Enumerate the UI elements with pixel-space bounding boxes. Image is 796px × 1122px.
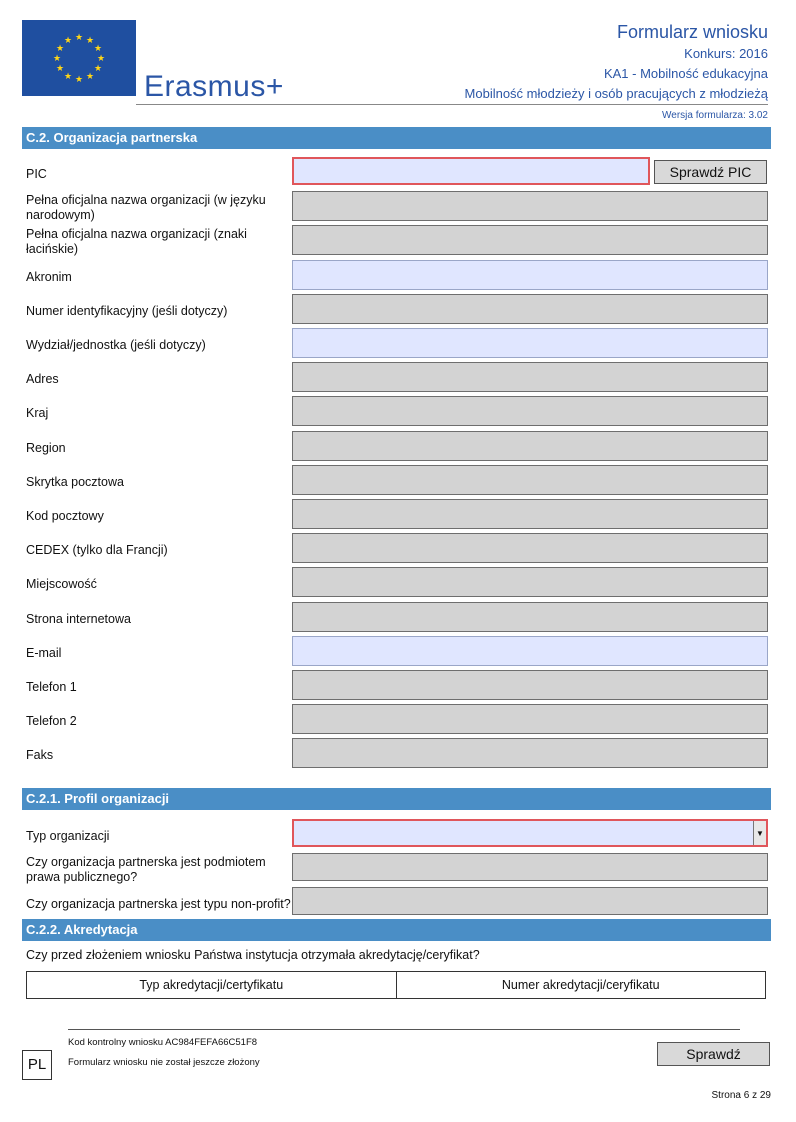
section-c21-title: C.2.1. Profil organizacji	[22, 788, 771, 810]
field-label: CEDEX (tylko dla Francji)	[26, 542, 168, 557]
contest-year: Konkurs: 2016	[684, 46, 768, 61]
svg-text:★: ★	[74, 75, 84, 85]
header-divider	[136, 104, 768, 105]
svg-text:★: ★	[74, 33, 84, 43]
section-c2-title: C.2. Organizacja partnerska	[22, 127, 771, 149]
page-number: Strona 6 z 29	[711, 1090, 771, 1101]
section-c22-title: C.2.2. Akredytacja	[22, 919, 771, 941]
svg-text:★: ★	[55, 64, 65, 74]
field-input[interactable]	[292, 636, 768, 666]
erasmus-brand: Erasmus+	[144, 70, 284, 103]
org-type-label: Typ organizacji	[26, 828, 110, 843]
field-row	[22, 704, 768, 738]
field-row	[22, 533, 768, 567]
field-label: Pełna oficjalna nazwa organizacji (znaki łacińskie)	[26, 227, 247, 256]
field-input[interactable]	[292, 670, 768, 700]
nonprofit-label: Czy organizacja partnerska jest typu non-profit?	[26, 896, 291, 911]
check-form-button[interactable]: Sprawdź	[657, 1042, 770, 1066]
field-row	[22, 499, 768, 533]
field-label: Region	[26, 440, 66, 455]
field-label: PIC	[26, 166, 47, 181]
footer-divider	[68, 1029, 740, 1030]
field-row	[22, 396, 768, 430]
field-row	[22, 225, 768, 259]
svg-text:★: ★	[63, 72, 73, 82]
svg-text:★: ★	[85, 36, 95, 46]
field-row	[22, 431, 768, 465]
field-input[interactable]	[292, 704, 768, 734]
svg-text:★: ★	[85, 72, 95, 82]
accreditation-table	[26, 971, 766, 999]
form-title: Formularz wniosku	[616, 22, 768, 42]
field-input[interactable]	[292, 499, 768, 529]
public-body-label: Czy organizacja partnerska jest podmiotem prawa publicznego?	[26, 855, 266, 884]
field-label: Telefon 1	[26, 679, 77, 694]
field-input[interactable]	[292, 225, 768, 255]
field-label: Wydział/jednostka (jeśli dotyczy)	[26, 337, 206, 352]
field-input[interactable]	[292, 328, 768, 358]
field-label: Telefon 2	[26, 713, 77, 728]
field-label: Strona internetowa	[26, 611, 131, 626]
field-label: Adres	[26, 371, 59, 386]
field-row	[22, 260, 768, 294]
field-label: Pełna oficjalna nazwa organizacji (w języku narodowym)	[26, 193, 266, 222]
field-input[interactable]	[292, 465, 768, 495]
field-row	[22, 567, 768, 601]
field-input[interactable]	[292, 260, 768, 290]
eu-flag-logo	[22, 20, 136, 96]
nonprofit-row	[22, 887, 768, 921]
accreditation-type-header: Typ akredytacji/certyfikatu	[139, 978, 284, 992]
field-label: E-mail	[26, 645, 62, 660]
form-version: Wersja formularza: 3.02	[662, 110, 768, 121]
field-label: Skrytka pocztowa	[26, 474, 124, 489]
nonprofit-field[interactable]	[292, 887, 768, 915]
org-type-row	[22, 819, 768, 853]
field-row	[22, 362, 768, 396]
field-label: Akronim	[26, 269, 72, 284]
field-row	[22, 738, 768, 772]
field-input[interactable]	[292, 431, 768, 461]
org-type-select[interactable]	[292, 819, 768, 847]
public-body-row	[22, 853, 768, 887]
chevron-down-icon[interactable]: ▼	[753, 821, 766, 845]
svg-text:★: ★	[55, 44, 65, 54]
field-row	[22, 328, 768, 362]
field-label: Faks	[26, 747, 54, 762]
field-row	[22, 465, 768, 499]
field-input[interactable]	[292, 738, 768, 768]
control-code: Kod kontrolny wniosku AC984FEFA66C51F8	[68, 1037, 258, 1048]
field-label: Kod pocztowy	[26, 508, 104, 523]
field-row	[22, 670, 768, 704]
svg-text:★: ★	[93, 64, 103, 74]
field-input[interactable]	[292, 362, 768, 392]
field-label: Miejscowość	[26, 576, 97, 591]
field-input[interactable]	[292, 567, 768, 597]
field-input[interactable]	[292, 602, 768, 632]
field-input[interactable]	[292, 157, 650, 185]
public-body-field[interactable]	[292, 853, 768, 881]
accreditation-number-header: Numer akredytacji/ceryfikatu	[396, 972, 766, 998]
check-pic-button[interactable]: Sprawdź PIC	[654, 160, 767, 184]
field-row	[22, 602, 768, 636]
field-label: Numer identyfikacyjny (jeśli dotyczy)	[26, 303, 228, 318]
svg-text:★: ★	[63, 36, 73, 46]
svg-text:★: ★	[96, 54, 106, 64]
field-row	[22, 191, 768, 225]
field-input[interactable]	[292, 533, 768, 563]
field-label: Kraj	[26, 405, 49, 420]
key-action: KA1 - Mobilność edukacyjna	[603, 66, 768, 81]
accreditation-question: Czy przed złożeniem wniosku Państwa instytucja otrzymała akredytację/ceryfikat?	[26, 948, 480, 962]
field-input[interactable]	[292, 396, 768, 426]
svg-text:★: ★	[52, 54, 62, 64]
sub-action: Mobilność młodzieży i osób pracujących z młodzieżą	[464, 86, 768, 101]
field-row	[22, 294, 768, 328]
submission-status: Formularz wniosku nie został jeszcze złożony	[68, 1057, 260, 1068]
field-input[interactable]	[292, 191, 768, 221]
svg-text:★: ★	[93, 44, 103, 54]
form-header	[465, 20, 768, 104]
language-badge: PL	[22, 1050, 52, 1080]
field-input[interactable]	[292, 294, 768, 324]
field-row	[22, 636, 768, 670]
